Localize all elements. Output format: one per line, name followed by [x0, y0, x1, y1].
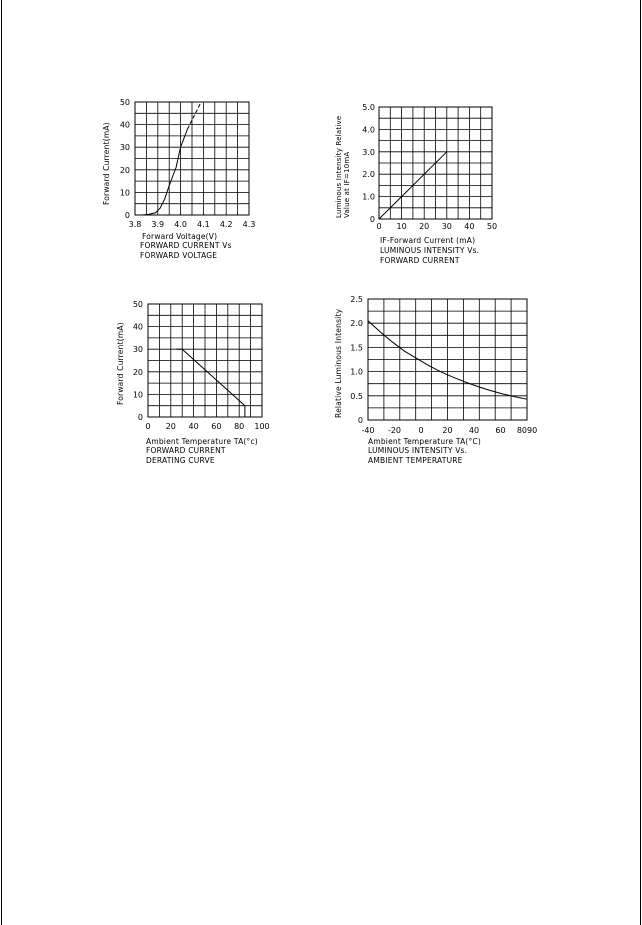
chart-1-x-tick-label: 30 — [441, 222, 452, 231]
chart-1-y-tick-label: 3.0 — [362, 147, 375, 157]
chart-2-x-tick-label: 80 — [234, 422, 245, 431]
chart-3-caption — [368, 446, 467, 465]
chart-0-ylabel: Forward Current(mA) — [102, 122, 111, 205]
chart-3-x-tick-label: 8090 — [516, 426, 538, 435]
chart-3-x-tick-label: 20 — [442, 426, 453, 435]
chart-0-x-tick-label: 4.0 — [174, 220, 187, 229]
chart-3-x-tick-label: 40 — [468, 426, 480, 435]
chart-3-x-tick-label: -20 — [387, 426, 402, 435]
chart-0-caption-line-1: FORWARD CURRENT Vs — [140, 241, 232, 250]
chart-1-y-tick-label: 0 — [369, 215, 375, 224]
chart-3-y-tick-label: 1.0 — [350, 367, 363, 377]
chart-1-y-tick-label: 4.0 — [362, 125, 375, 135]
chart-3-caption-line-1: LUMINOUS INTENSITY Vs. — [368, 446, 468, 455]
chart-3-xlabel: Ambient Temperature TA(°C) — [368, 437, 482, 446]
chart-2-x-tick-label: 100 — [254, 422, 270, 431]
chart-3-ylabel: Relative Luminous Intensity — [334, 308, 343, 418]
chart-0-y-tick-label: 40 — [119, 120, 130, 130]
chart-1-xlabel: IF-Forward Current (mA) — [380, 236, 476, 245]
chart-0-y-tick-label: 10 — [119, 188, 130, 198]
chart-2-y-tick-label: 30 — [132, 345, 143, 355]
chart-2-x-tick-label: 40 — [188, 422, 199, 431]
chart-1-x-tick-label: 50 — [486, 222, 498, 231]
chart-1-x-tick-label: 40 — [464, 222, 475, 231]
chart-3-y-tick-label: 2.0 — [350, 319, 363, 329]
chart-0-x-tick-label: 3.9 — [151, 220, 165, 229]
chart-1-caption-line-1: LUMINOUS INTENSITY Vs. — [380, 246, 480, 255]
chart-2-caption-line-2: DERATING CURVE — [146, 455, 215, 465]
chart-3-y-tick-label: 2.5 — [350, 295, 363, 304]
chart-0-x-tick-label: 4.1 — [197, 220, 210, 229]
chart-2-y-tick-label: 50 — [132, 300, 143, 309]
chart-0-y-tick-label: 0 — [124, 211, 130, 220]
chart-3-x-tick-label: 0 — [418, 426, 424, 435]
chart-0-y-tick-label: 20 — [119, 165, 130, 175]
chart-2-caption-line-1: FORWARD CURRENT — [146, 446, 226, 455]
chart-0-xlabel: Forward Voltage(V) — [142, 232, 218, 241]
chart-1-y-tick-label: 5.0 — [362, 103, 375, 112]
chart-3-caption-line-2: AMBIENT TEMPERATURE — [368, 455, 463, 465]
chart-1-x-tick-label: 10 — [396, 222, 407, 231]
chart-1-ylabel: Luminous Intensity Relative Value at IF=10mA — [335, 115, 351, 218]
chart-2-y-tick-label: 20 — [132, 367, 143, 377]
chart-3-y-tick-label: 0 — [357, 416, 363, 425]
chart-1-x-tick-label: 0 — [376, 222, 382, 231]
chart-3-y-tick-label: 0.5 — [350, 391, 363, 401]
chart-2-y-tick-label: 40 — [132, 322, 143, 332]
chart-0-x-tick-label: 4.2 — [219, 220, 233, 229]
chart-2-y-tick-label: 10 — [132, 390, 143, 400]
chart-0-x-tick-label: 3.8 — [128, 220, 142, 229]
chart-1-caption-line-2: FORWARD CURRENT — [380, 255, 460, 265]
chart-2-ylabel: Forward Current(mA) — [116, 322, 125, 405]
chart-1-y-tick-label: 2.0 — [362, 170, 375, 180]
chart-2-y-tick-label: 0 — [137, 413, 143, 422]
chart-2-x-tick-label: 0 — [145, 422, 151, 431]
chart-3-y-tick-label: 1.5 — [350, 343, 363, 353]
chart-2-x-tick-label: 20 — [165, 422, 176, 431]
chart-3-x-tick-label: 60 — [495, 426, 506, 435]
chart-3-x-tick-label: -40 — [361, 426, 375, 435]
chart-2-xlabel: Ambient Temperature TA(°c) — [146, 437, 258, 446]
chart-0-x-tick-label: 4.3 — [242, 220, 256, 229]
chart-1-y-tick-label: 1.0 — [362, 192, 375, 202]
chart-1-x-tick-label: 20 — [419, 222, 430, 231]
chart-0-y-tick-label: 30 — [119, 143, 130, 153]
chart-0-caption-line-2: FORWARD VOLTAGE — [140, 250, 218, 260]
chart-2-x-tick-label: 60 — [211, 422, 222, 431]
chart-0-y-tick-label: 50 — [119, 98, 130, 107]
